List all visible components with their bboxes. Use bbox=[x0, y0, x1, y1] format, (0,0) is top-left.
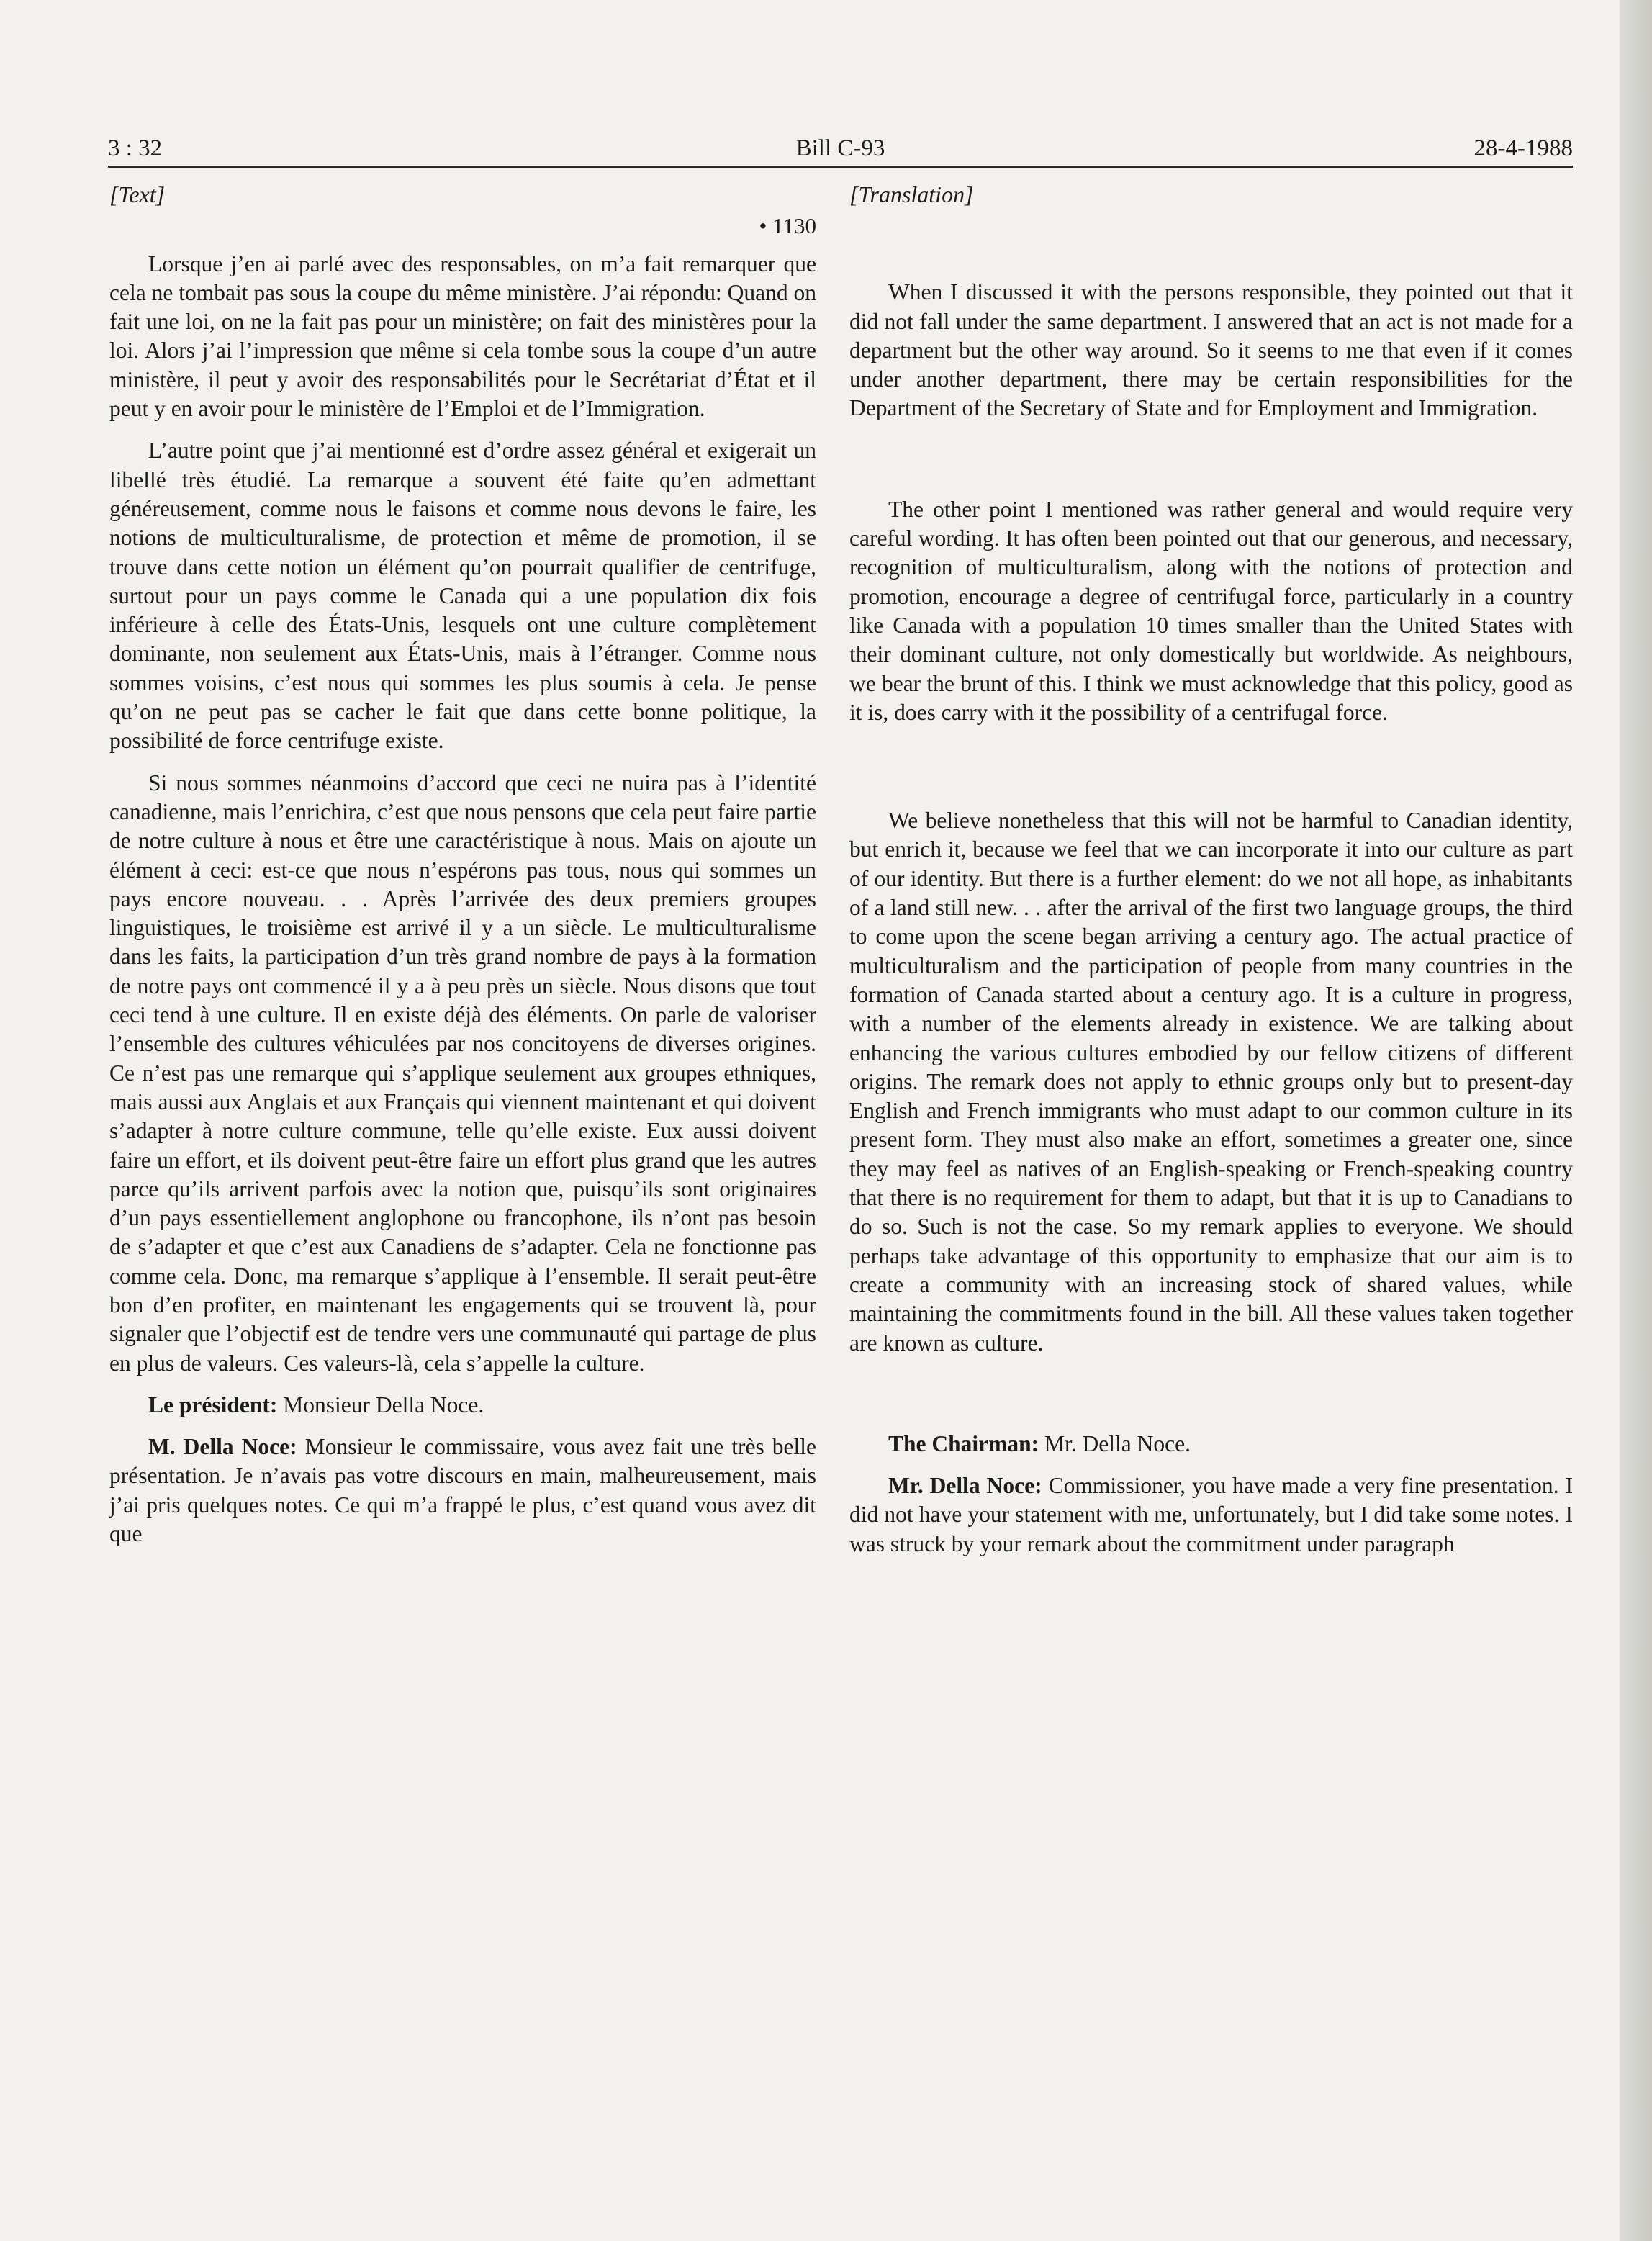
paragraph: When I discussed it with the persons responsible, they pointed out that it did not fall under the same department. I answered that an act is not made for a department but the other way around. So it seems to me that even if it comes under another department, there may be certain responsibilities for the Department of the Secretary of State and for Employment and Immigration. bbox=[849, 279, 1573, 421]
paragraph: L’autre point que j’ai mentionné est d’ordre assez général et exigerait un libellé très étudié. La remarque a souvent été faite qu’en admettant généreusement, comme nous le faisons et comme nous devons le faire, les notions de multiculturalisme, de protection et même de promotion, il se trouve dans cette notion un élément qu’on pourrait qualifier de centrifuge, surtout pour un pays comme le Canada qui a une population dix fois inférieure à celle des États-Unis, lesquels ont une culture complètement dominante, non seulement aux États-Unis, mais à l’étranger. Comme nous sommes voisins, c’est nous qui sommes les plus soumis à cela. Je pense qu’on ne peut pas se cacher le fait que dans cette bonne politique, la possibilité de force centrifuge existe. bbox=[109, 438, 816, 754]
speaker-name: Mr. Della Noce: bbox=[888, 1473, 1042, 1499]
speaker-paragraph bbox=[849, 1430, 1573, 1458]
document-title: Bill C-93 bbox=[795, 135, 885, 161]
text-tag: [ Text ] bbox=[109, 180, 816, 209]
english-column bbox=[849, 180, 1573, 1559]
page-header bbox=[108, 128, 1573, 164]
speaker-text: Monsieur le commissaire, vous avez fait une très belle présentation. Je n’avais pas votre discours en main, malheureusement, mais j’ai pris quelques notes. Ce qui m’a frappé le plus, c’est quand vous avez dit que bbox=[109, 1434, 816, 1547]
paragraph: We believe nonetheless that this will not be harmful to Canadian identity, but enrich it, because we feel that we can incorporate it into our culture as part of our identity. But there is a further element: do we not all hope, as inhabitants of a land still new. . . after the arrival of the first two language groups, the third to come upon the scene began arriving a century ago. The actual practice of multiculturalism and the participation of people from many countries in the formation of Canada started about a century ago. It is a culture in progress, with a number of the elements already in existence. We are talking about enhancing the various cultures embodied by our fellow citizens of different origins. The remark does not apply to ethnic groups only but to present-day English and French immigrants who must adapt to our common culture in its present form. They must also make an effort, sometimes a greater one, since they may feel as natives of an English-speaking or French-speaking country that there is no requirement for them to adapt, but that it is up to Canadians to do so. Such is not the case. So my remark applies to everyone. We should perhaps take advantage of this opportunity to emphasize that our aim is to create a community with an increasing stock of shared values, while maintaining the commitments found in the bill. All these values taken together are known as culture. bbox=[849, 808, 1573, 1356]
speaker-text: Monsieur Della Noce. bbox=[277, 1392, 484, 1417]
speaker-text: Mr. Della Noce. bbox=[1039, 1430, 1191, 1456]
time-marker: • 1130 bbox=[759, 213, 816, 239]
speaker-name: Le président: bbox=[148, 1392, 278, 1417]
speaker-text: Commissioner, you have made a very fine presentation. I did not have your statement with me, unfortunately, but I did take some notes. I was struck by your remark about the commitment under paragraph bbox=[849, 1473, 1573, 1556]
paragraph: The other point I mentioned was rather general and would require very careful wording. It has often been pointed out that our generous, and necessary, recognition of multiculturalism, along with the notions of protection and promotion, encourage a degree of centrifugal force, particularly in a country like Canada with a population 10 times smaller than the United States with their dominant culture, not only domestically but worldwide. As neighbours, we bear the brunt of this. I think we must acknowledge that this policy, good as it is, does carry with it the possibility of a centrifugal force. bbox=[849, 496, 1573, 725]
speaker-name: M. Della Noce: bbox=[148, 1434, 297, 1460]
french-column bbox=[109, 180, 816, 1548]
page-edge bbox=[1620, 0, 1652, 2241]
header-rule bbox=[108, 166, 1573, 168]
speaker-paragraph bbox=[109, 1391, 816, 1420]
paragraph: Si nous sommes néanmoins d’accord que ceci ne nuira pas à l’identité canadienne, mais l’enrichira, c’est que nous pensons que cela peut faire partie de notre culture à nous et être une caractéristique à nous. Mais on ajoute un élément à ceci: est-ce que nous n’espérons pas tous, nous qui sommes un pays encore nouveau. . . Après l’arrivée des deux premiers groupes linguistiques, le troisième est arrivé il y a un siècle. Le multiculturalisme dans les faits, la participation d’un très grand nombre de pays à la formation de notre pays ont commencé il y a à peu près un siècle. Nous disons que tout ceci tend à une culture. Il en existe déjà des éléments. On parle de valoriser l’ensemble des cultures véhiculées par nos concitoyens de diverses origines. Ce n’est pas une remarque qui s’applique seulement aux groupes ethniques, mais aussi aux Anglais et aux Français qui viennent maintenant et qui doivent s’adapter à notre culture commune, telle qu’elle existe. Eux aussi doivent faire un effort, et ils doivent peut-être faire un effort plus grand que les autres parce qu’ils arrivent parfois avec la notion que, puisqu’ils sont originaires d’un pays essentiellement anglophone ou francophone, ils n’ont pas besoin de s’adapter et que c’est aux Canadiens de s’adapter. Cela ne fonctionne pas comme cela. Donc, ma remarque s’applique à l’ensemble. Il serait peut-être bon d’en profiter, en maintenant les engagements qui se trouvent là, pour signaler que l’objectif est de tendre vers une communauté qui partage de plus en plus de valeurs. Ces valeurs-là, cela s’appelle la culture. bbox=[109, 770, 816, 1376]
speaker-paragraph bbox=[109, 1433, 816, 1548]
paragraph: Lorsque j’en ai parlé avec des responsables, on m’a fait remarquer que cela ne tombait pas sous la coupe du même ministère. J’ai répondu: Quand on fait une loi, on ne la fait pas pour un ministère; on fait des ministères pour la loi. Alors j’ai l’impression que même si cela tombe sous la coupe d’un autre ministère, il peut y avoir des responsabilités pour le Secrétariat d’État et il peut y en avoir pour le ministère de l’Emploi et de l’Immigration. bbox=[109, 251, 816, 422]
page-number: 3 : 32 bbox=[108, 135, 163, 161]
document-date: 28-4-1988 bbox=[1473, 135, 1573, 161]
speaker-name: The Chairman: bbox=[888, 1430, 1039, 1456]
speaker-paragraph bbox=[849, 1471, 1573, 1559]
translation-tag: [ Translation ] bbox=[849, 180, 1573, 209]
